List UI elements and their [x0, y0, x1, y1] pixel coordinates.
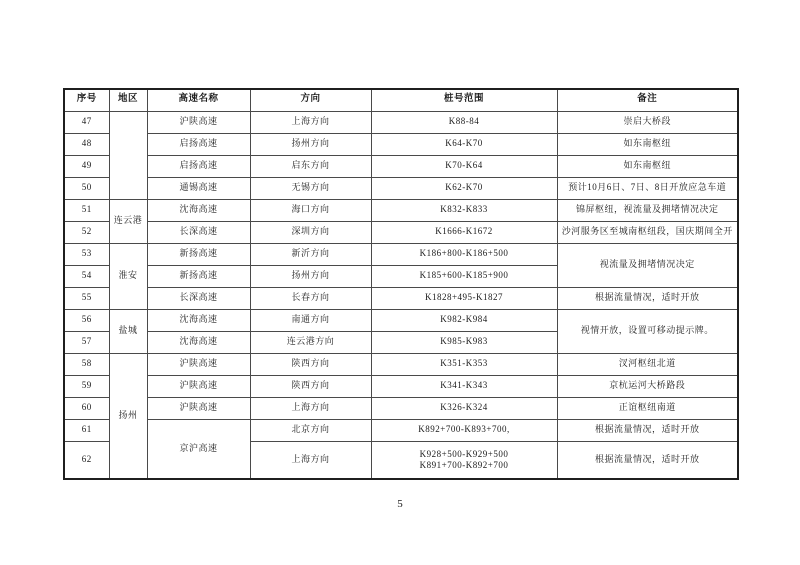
table-row	[64, 309, 738, 331]
cell-direction: 陕西方向	[250, 375, 371, 397]
cell-direction: 南通方向	[250, 309, 371, 331]
cell-seq: 50	[64, 177, 109, 199]
cell-seq: 58	[64, 353, 109, 375]
cell-direction: 无锡方向	[250, 177, 371, 199]
cell-direction: 上海方向	[250, 441, 371, 479]
cell-direction: 上海方向	[250, 397, 371, 419]
table-row	[64, 155, 738, 177]
cell-highway: 长深高速	[147, 221, 250, 243]
cell-remark: 锦屏枢纽，视流量及拥堵情况决定	[557, 199, 738, 221]
cell-stake: K982-K984	[371, 309, 557, 331]
cell-stake: K326-K324	[371, 397, 557, 419]
cell-region-yangzhou: 扬州	[109, 353, 147, 479]
cell-seq: 57	[64, 331, 109, 353]
header-direction: 方向	[250, 89, 371, 111]
table-row	[64, 221, 738, 243]
cell-highway: 沪陕高速	[147, 397, 250, 419]
table-row	[64, 353, 738, 375]
cell-remark-merged: 视情开放，设置可移动提示牌。	[557, 309, 738, 353]
cell-direction: 扬州方向	[250, 265, 371, 287]
cell-seq: 54	[64, 265, 109, 287]
cell-remark: 根据流量情况，适时开放	[557, 441, 738, 479]
cell-stake: K341-K343	[371, 375, 557, 397]
cell-highway-merged: 京沪高速	[147, 419, 250, 479]
cell-remark: 根据流量情况，适时开放	[557, 287, 738, 309]
cell-direction: 启东方向	[250, 155, 371, 177]
cell-highway: 新扬高速	[147, 265, 250, 287]
cell-seq: 53	[64, 243, 109, 265]
cell-seq: 62	[64, 441, 109, 479]
cell-seq: 51	[64, 199, 109, 221]
cell-seq: 52	[64, 221, 109, 243]
cell-stake: K892+700-K893+700,	[371, 419, 557, 441]
cell-seq: 56	[64, 309, 109, 331]
cell-direction: 连云港方向	[250, 331, 371, 353]
header-stake: 桩号范围	[371, 89, 557, 111]
cell-remark: 崇启大桥段	[557, 111, 738, 133]
cell-stake: K1666-K1672	[371, 221, 557, 243]
cell-stake: K351-K353	[371, 353, 557, 375]
cell-stake: K985-K983	[371, 331, 557, 353]
cell-stake: K186+800-K186+500	[371, 243, 557, 265]
table-row	[64, 375, 738, 397]
cell-stake: K64-K70	[371, 133, 557, 155]
cell-direction: 上海方向	[250, 111, 371, 133]
cell-seq: 60	[64, 397, 109, 419]
table-row	[64, 243, 738, 265]
highway-table	[63, 88, 739, 480]
cell-stake	[371, 441, 557, 479]
cell-stake: K832-K833	[371, 199, 557, 221]
table-row	[64, 419, 738, 441]
cell-stake: K88-84	[371, 111, 557, 133]
cell-region-huaian: 淮安	[109, 243, 147, 309]
cell-highway: 沈海高速	[147, 331, 250, 353]
cell-highway: 长深高速	[147, 287, 250, 309]
header-seq: 序号	[64, 89, 109, 111]
cell-highway: 沈海高速	[147, 199, 250, 221]
cell-remark: 沙河服务区至城南枢纽段，国庆期间全开	[557, 221, 738, 243]
cell-seq: 59	[64, 375, 109, 397]
cell-direction: 新沂方向	[250, 243, 371, 265]
cell-stake: K1828+495-K1827	[371, 287, 557, 309]
cell-direction: 长春方向	[250, 287, 371, 309]
cell-highway: 启扬高速	[147, 155, 250, 177]
cell-highway: 沈海高速	[147, 309, 250, 331]
cell-seq: 55	[64, 287, 109, 309]
cell-remark: 如东南枢纽	[557, 133, 738, 155]
cell-direction: 海口方向	[250, 199, 371, 221]
cell-highway: 新扬高速	[147, 243, 250, 265]
stake-line-2: K891+700-K892+700	[419, 459, 509, 470]
cell-region-yancheng: 盐城	[109, 309, 147, 353]
table-row	[64, 397, 738, 419]
cell-region-lianyungang: 连云港	[109, 199, 147, 243]
cell-direction: 陕西方向	[250, 353, 371, 375]
cell-direction: 扬州方向	[250, 133, 371, 155]
table-header-row	[64, 89, 738, 111]
cell-remark: 根据流量情况，适时开放	[557, 419, 738, 441]
table-row	[64, 133, 738, 155]
page-number: 5	[397, 498, 403, 510]
cell-remark: 预计10月6日、7日、8日开放应急车道	[557, 177, 738, 199]
cell-highway: 沪陕高速	[147, 375, 250, 397]
cell-seq: 49	[64, 155, 109, 177]
header-highway: 高速名称	[147, 89, 250, 111]
cell-highway: 沪陕高速	[147, 353, 250, 375]
cell-stake: K70-K64	[371, 155, 557, 177]
table-row	[64, 177, 738, 199]
table-row	[64, 287, 738, 309]
cell-remark: 正谊枢纽南道	[557, 397, 738, 419]
cell-remark-merged: 视流量及拥堵情况决定	[557, 243, 738, 287]
cell-seq: 48	[64, 133, 109, 155]
header-region: 地区	[109, 89, 147, 111]
cell-highway: 沪陕高速	[147, 111, 250, 133]
cell-seq: 47	[64, 111, 109, 133]
cell-highway: 通锡高速	[147, 177, 250, 199]
cell-region-blank	[109, 111, 147, 199]
stake-line-1: K928+500-K929+500	[419, 448, 509, 459]
cell-highway: 启扬高速	[147, 133, 250, 155]
cell-remark: 汊河枢纽北道	[557, 353, 738, 375]
cell-stake: K185+600-K185+900	[371, 265, 557, 287]
header-remark: 备注	[557, 89, 738, 111]
table-row	[64, 111, 738, 133]
cell-direction: 深圳方向	[250, 221, 371, 243]
cell-remark: 京杭运河大桥路段	[557, 375, 738, 397]
cell-stake: K62-K70	[371, 177, 557, 199]
cell-remark: 如东南枢纽	[557, 155, 738, 177]
cell-direction: 北京方向	[250, 419, 371, 441]
cell-seq: 61	[64, 419, 109, 441]
table-row	[64, 199, 738, 221]
